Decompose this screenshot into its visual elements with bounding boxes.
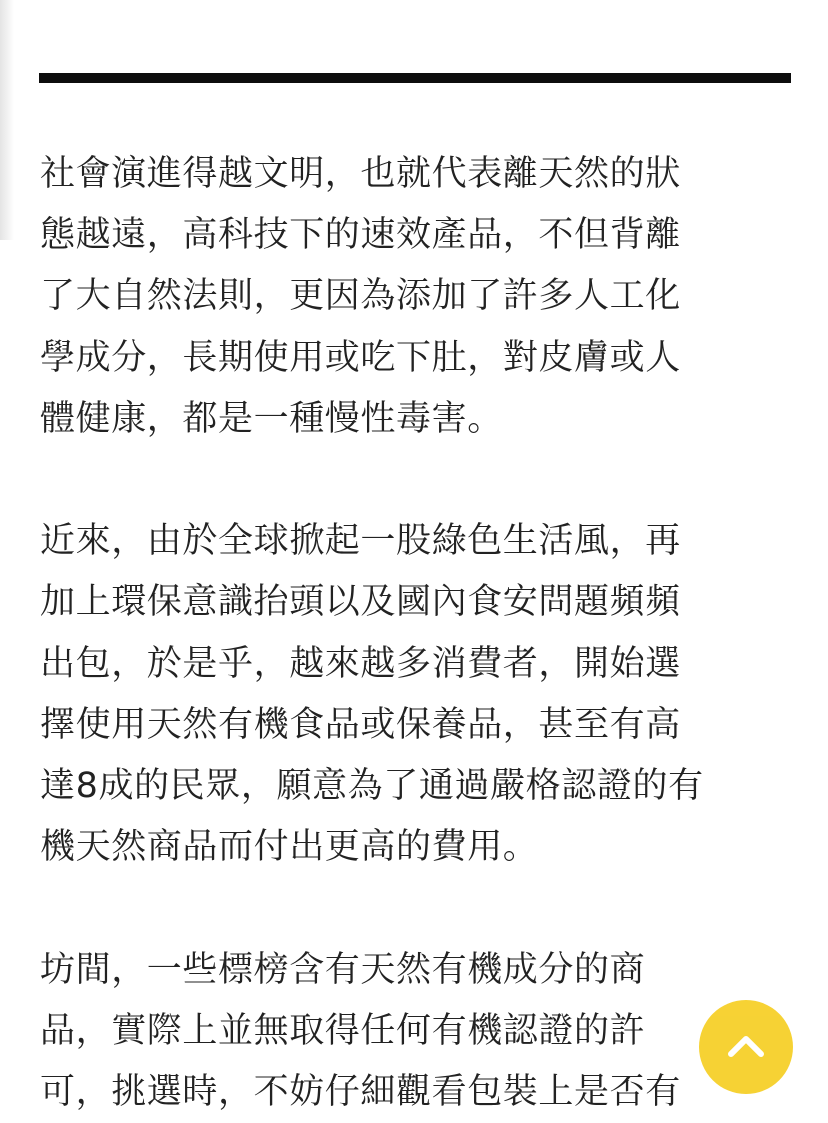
article-paragraph-1: 社會演進得越文明，也就代表離天然的狀 態越遠，高科技下的速效產品，不但背離 了大自然法則，更因為添加了許多人工化 學成分，長期使用或吃下肚，對皮膚或人 體健康，都是一種慢性毒害。 (40, 154, 681, 439)
article-body (40, 144, 800, 1123)
article-paragraph-3: 坊間，一些標榜含有天然有機成分的商 品，實際上並無取得任何有機認證的許 可，挑選時，不妨仔細觀看包裝上是否有 (40, 949, 681, 1113)
chevron-up-icon (723, 1024, 769, 1070)
back-to-top-button[interactable] (699, 1000, 793, 1094)
left-edge-shadow (0, 0, 14, 240)
article-paragraph-2: 近來，由於全球掀起一股綠色生活風，再 加上環保意識抬頭以及國內食安問題頻頻 出包，於是乎，越來越多消費者，開始選 擇使用天然有機食品或保養品，甚至有高 達8成的民眾，願意為了通過嚴格認證的有 機天然商品而付出更高的費用。 (40, 521, 704, 868)
section-divider (39, 73, 791, 83)
